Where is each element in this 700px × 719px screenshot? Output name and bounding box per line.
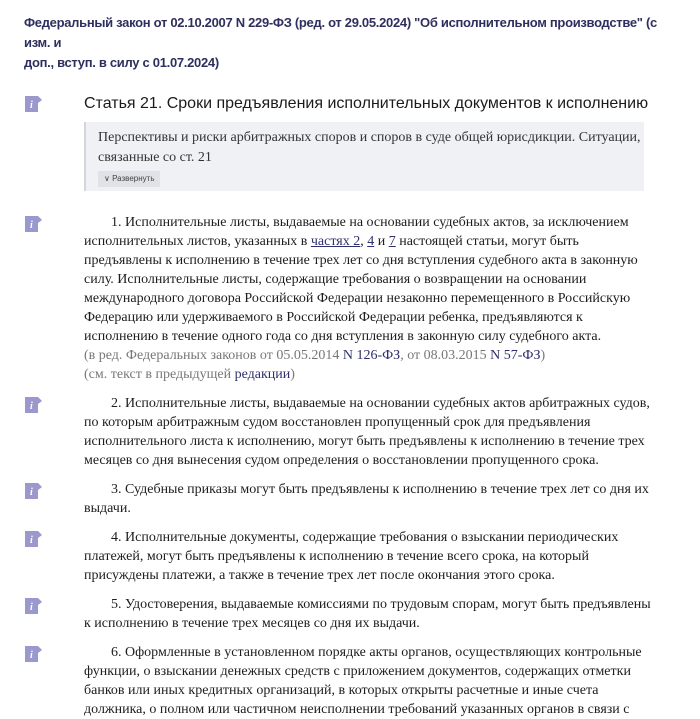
text-segment: исполнению в течение одного года со дня вступления в законную силу судебного акта. bbox=[84, 329, 602, 344]
text-segment: 2. Исполнительные листы, выдаваемые на основании судебных актов арбитражных судов, bbox=[111, 396, 650, 411]
paragraph-line bbox=[84, 499, 700, 518]
text-segment: силу. Исполнительные листы, содержащие требования о возвращении на основании bbox=[84, 272, 587, 287]
text-segment: Федерацию или удерживаемого в Российской Федерации ребенка, предъявляются к bbox=[84, 310, 583, 325]
reference-link[interactable]: 4 bbox=[367, 234, 375, 249]
paragraph-line bbox=[84, 289, 700, 308]
paragraph-line bbox=[84, 251, 700, 270]
paragraph-line bbox=[84, 232, 700, 251]
article-heading-row bbox=[0, 93, 700, 191]
text-segment: платежей, могут быть предъявлены к исполнению в течение всего срока, на который bbox=[84, 549, 589, 564]
paragraph-line bbox=[84, 528, 700, 547]
info-line-1: Перспективы и риски арбитражных споров и споров в суде общей юрисдикции. Ситуации, bbox=[98, 130, 641, 145]
paragraph-line bbox=[84, 270, 700, 289]
text-segment: настоящей статьи, могут быть bbox=[395, 234, 579, 249]
text-segment: 3. Судебные приказы могут быть предъявлены к исполнению в течение трех лет со дня их bbox=[111, 482, 649, 497]
paragraph-line bbox=[84, 480, 700, 499]
svg-text:i: i bbox=[30, 401, 33, 412]
info-note-icon[interactable] bbox=[25, 96, 42, 112]
paragraph-line bbox=[84, 643, 700, 662]
svg-text:i: i bbox=[30, 220, 33, 231]
reference-link[interactable]: частях 2 bbox=[310, 234, 361, 249]
expand-label: Развернуть bbox=[112, 174, 155, 183]
paragraph-line bbox=[84, 327, 700, 346]
info-note-icon[interactable] bbox=[25, 531, 42, 547]
document-header[interactable] bbox=[0, 0, 700, 73]
text-segment: выдачи. bbox=[84, 501, 131, 516]
text-segment: , bbox=[360, 234, 368, 249]
paragraph-1 bbox=[84, 213, 700, 384]
paragraph-6 bbox=[84, 643, 700, 719]
text-segment: функции, о взыскании денежных средств с приложением документов, содержащих отметки bbox=[84, 664, 631, 679]
text-segment: банков или иных кредитных организаций, в которых открыты расчетные и иные счета bbox=[84, 683, 599, 698]
expand-button[interactable] bbox=[98, 171, 160, 187]
svg-text:i: i bbox=[30, 650, 33, 661]
paragraph-line bbox=[84, 365, 700, 384]
text-segment: и bbox=[374, 234, 389, 249]
paragraph-4 bbox=[84, 528, 700, 585]
text-segment: 5. Удостоверения, выдаваемые комиссиями по трудовым спорам, могут быть предъявлены bbox=[111, 597, 651, 612]
header-line-2: доп., вступ. в силу с 01.07.2024) bbox=[24, 55, 219, 70]
paragraph-row bbox=[0, 643, 700, 719]
text-segment: предъявлены к исполнению в течение трех лет со дня вступления судебного акта в законную bbox=[84, 253, 638, 268]
text-segment: 4. Исполнительные документы, содержащие требования о взыскании периодических bbox=[111, 530, 619, 545]
info-note-icon[interactable] bbox=[25, 216, 42, 232]
edition-note: (см. текст в предыдущей bbox=[84, 367, 235, 382]
paragraph-row bbox=[0, 528, 700, 585]
svg-text:i: i bbox=[30, 535, 33, 546]
edition-note: ) bbox=[290, 367, 295, 382]
text-segment: присуждены платежи, а также в течение трех лет после окончания этого срока. bbox=[84, 568, 555, 583]
paragraph-line bbox=[84, 413, 700, 432]
edition-note: , от 08.03.2015 bbox=[400, 348, 491, 363]
svg-text:i: i bbox=[30, 602, 33, 613]
info-note-icon[interactable] bbox=[25, 483, 42, 499]
paragraph-row bbox=[0, 480, 700, 518]
text-segment: исполнительных листов, указанных в bbox=[84, 234, 311, 249]
paragraph-line bbox=[84, 700, 700, 719]
edition-note: (в ред. Федеральных законов от 05.05.2014 bbox=[84, 348, 343, 363]
paragraph-line bbox=[84, 308, 700, 327]
paragraph-line bbox=[84, 681, 700, 700]
article-heading bbox=[84, 93, 700, 191]
info-note-icon[interactable] bbox=[25, 598, 42, 614]
paragraph-row bbox=[0, 595, 700, 633]
paragraph-line bbox=[84, 547, 700, 566]
article-title: Статья 21. Сроки предъявления исполнительных документов к исполнению bbox=[84, 95, 649, 112]
info-note-icon[interactable] bbox=[25, 646, 42, 662]
info-text[interactable] bbox=[98, 128, 644, 168]
reference-link[interactable]: N 57-ФЗ bbox=[490, 348, 541, 363]
reference-link[interactable]: N 126-ФЗ bbox=[342, 348, 401, 363]
paragraph-row bbox=[0, 394, 700, 470]
paragraph-row bbox=[0, 213, 700, 384]
paragraph-line bbox=[84, 662, 700, 681]
related-info-box bbox=[84, 122, 644, 191]
paragraph-line bbox=[84, 432, 700, 451]
paragraph-line bbox=[84, 595, 700, 614]
paragraph-line bbox=[84, 346, 700, 365]
paragraph-2 bbox=[84, 394, 700, 470]
reference-link[interactable]: 7 bbox=[388, 234, 396, 249]
edition-note: ) bbox=[540, 348, 546, 363]
paragraph-line bbox=[84, 614, 700, 633]
paragraph-line bbox=[84, 394, 700, 413]
text-segment: к исполнению в течение трех месяцев со дня их выдачи. bbox=[84, 616, 420, 631]
info-line-2: связанные со ст. 21 bbox=[98, 150, 212, 165]
chevron-down-icon: ∨ bbox=[104, 174, 113, 183]
article-body bbox=[0, 213, 700, 719]
text-segment: 1. Исполнительные листы, выдаваемые на основании судебных актов, за исключением bbox=[111, 215, 629, 230]
info-note-icon[interactable] bbox=[25, 397, 42, 413]
reference-link[interactable]: редакции bbox=[234, 367, 291, 382]
paragraph-line bbox=[84, 213, 700, 232]
paragraph-3 bbox=[84, 480, 700, 518]
paragraph-line bbox=[84, 451, 700, 470]
text-segment: по которым арбитражным судом восстановлен пропущенный срок для предъявления bbox=[84, 415, 591, 430]
text-segment: исполнительного листа к исполнению, могут быть предъявлены к исполнению в течение трех bbox=[84, 434, 645, 449]
text-segment: месяцев со дня вынесения судом определения о восстановлении пропущенного срока. bbox=[84, 453, 599, 468]
text-segment: международного договора Российской Федерации незаконно перемещенного в Российскую bbox=[84, 291, 631, 306]
text-segment: 6. Оформленные в установленном порядке акты органов, осуществляющих контрольные bbox=[111, 645, 642, 660]
paragraph-line bbox=[84, 566, 700, 585]
header-line-1: Федеральный закон от 02.10.2007 N 229-ФЗ (ред. от 29.05.2024) "Об исполнительном производстве" (с изм. и bbox=[24, 15, 657, 50]
svg-text:i: i bbox=[30, 100, 33, 111]
text-segment: должника, о полном или частичном неисполнении требований указанных органов в связи с bbox=[84, 702, 630, 717]
paragraph-5 bbox=[84, 595, 700, 633]
svg-text:i: i bbox=[30, 487, 33, 498]
